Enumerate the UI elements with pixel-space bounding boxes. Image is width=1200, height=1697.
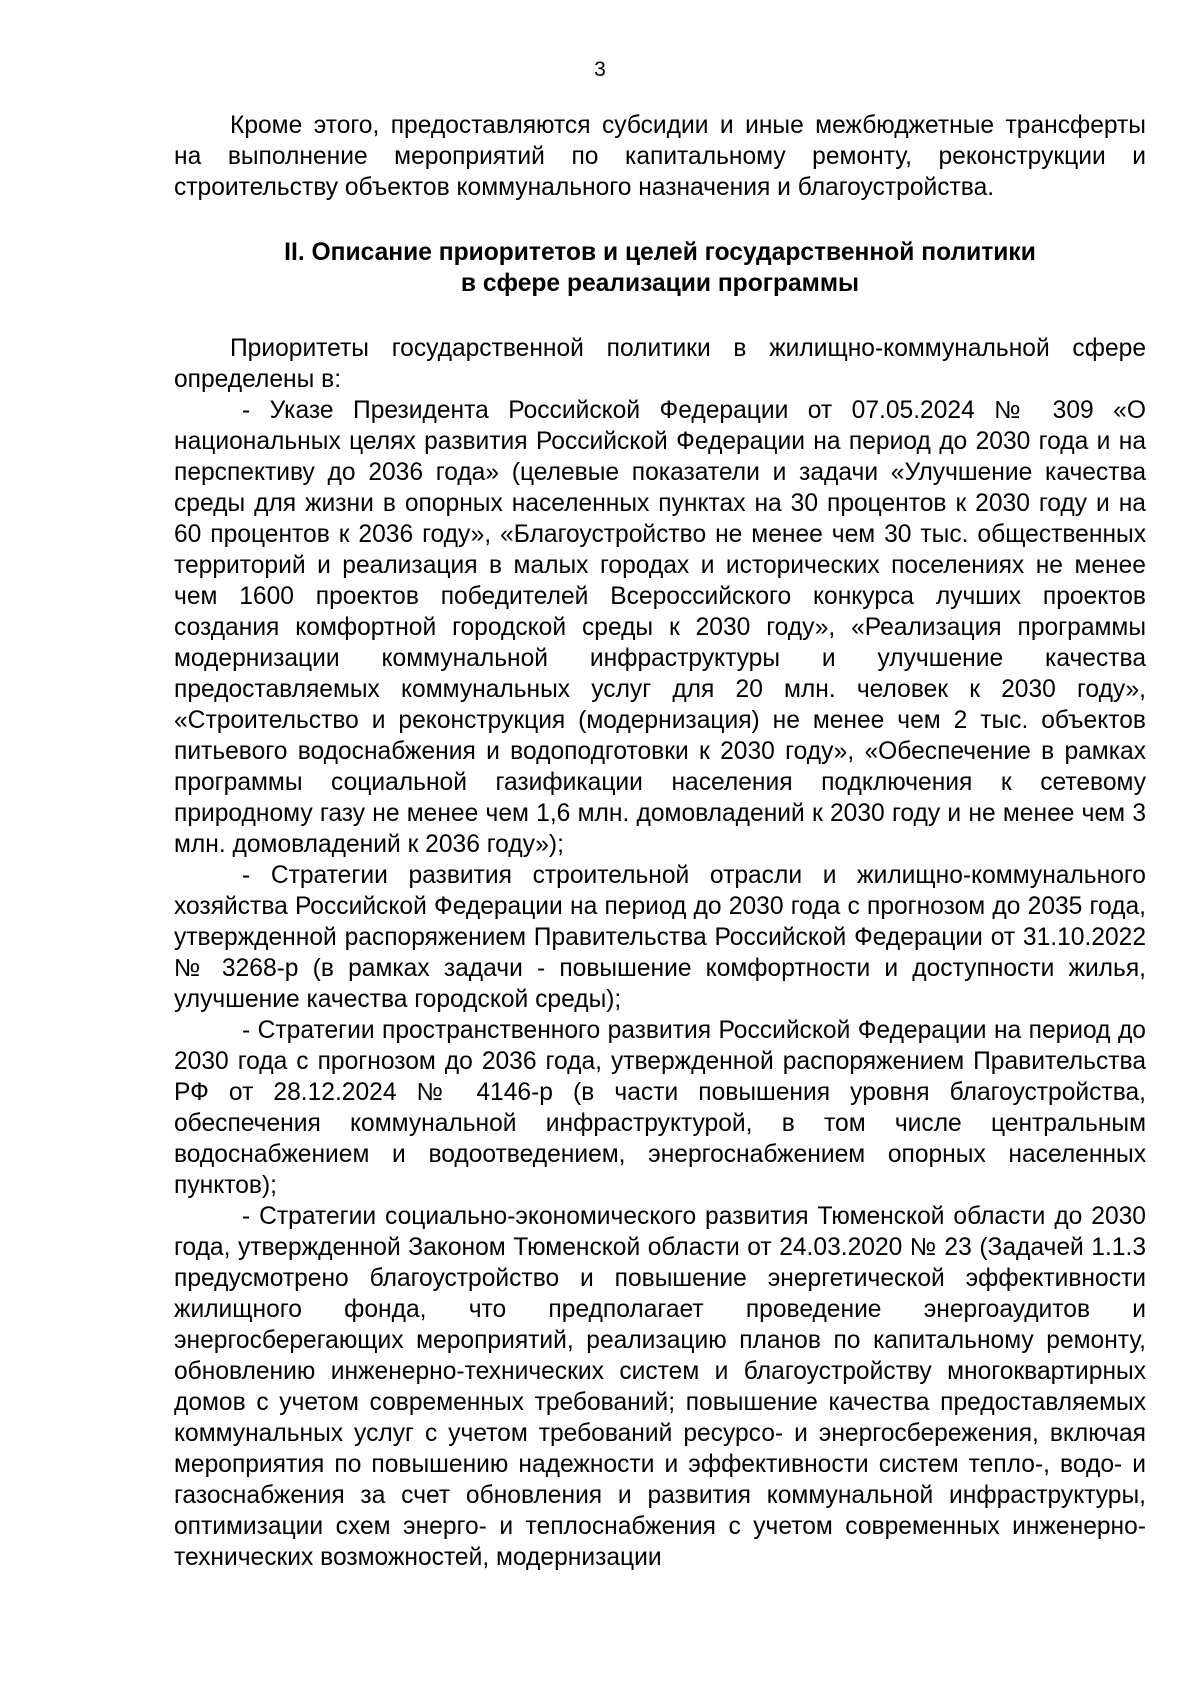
list-item-tyumen-strategy: - Стратегии социально-экономического развития Тюменской области до 2030 года, утвержденной Законом Тюменской области от 24.03.2020 № 23 (Задачей 1.1.3 предусмотрено благоустройство и повышение энергетической эффективности жилищного фонда, что предполагает проведение энергоаудитов и энергосберегающих мероприятий, реализацию планов по капитальному ремонту, обновлению инженерно-технических систем и благоустройству многоквартирных домов с учетом современных требований; повышение качества предоставляемых коммунальных услуг с учетом требований ресурсо- и энергосбережения, включая мероприятия по повышению надежности и эффективности систем тепло-, водо- и газоснабжения за счет обновления и развития коммунальной инфраструктуры, оптимизации схем энерго- и теплоснабжения с учетом современных инженерно-технических возможностей, модернизации [174,1203,1146,1571]
list-item-presidential-decree: - Указе Президента Российской Федерации от 07.05.2024 № 309 «О национальных целях развития Российской Федерации на период до 2030 года и на перспективу до 2036 года» (целевые показатели и задачи «Улучшение качества среды для жизни в опорных населенных пунктах на 30 процентов к 2030 году и на 60 процентов к 2036 году», «Благоустройство не менее чем 30 тыс. общественных территорий и реализация в малых городах и исторических поселениях не менее чем 1600 проектов победителей Всероссийского конкурса лучших проектов создания комфортной городской среды к 2030 году», «Реализация программы модернизации коммунальной инфраструктуры и улучшение качества предоставляемых коммунальных услуг для 20 млн. человек к 2030 году», «Строительство и реконструкция (модернизация) не менее чем 2 тыс. объектов питьевого водоснабжения и водоподготовки к 2030 году», «Обеспечение в рамках программы социальной газификации населения подключения к сетевому природному газу не менее чем 1,6 млн. домовладений к 2030 году и не менее чем 3 млн. домовладений к 2036 году»); [174,397,1146,858]
document-body [174,110,1146,1573]
section-heading [174,237,1146,299]
section-heading-line-2: в сфере реализации программы [460,270,860,297]
page-number: 3 [594,58,606,81]
list-item-spatial-strategy: - Стратегии пространственного развития Российской Федерации на период до 2030 года с прогнозом до 2036 года, утвержденной распоряжением Правительства РФ от 28.12.2024 № 4146-р (в части повышения уровня благоустройства, обеспечения коммунальной инфраструктурой, в том числе центральным водоснабжением и водоотведением, энергоснабжением опорных населенных пунктов); [174,1017,1146,1199]
intro-paragraph: Кроме этого, предоставляются субсидии и иные межбюджетные трансферты на выполнение мероприятий по капитальному ремонту, реконструкции и строительству объектов коммунального назначения и благоустройства. [174,112,1146,201]
priorities-intro-paragraph: Приоритеты государственной политики в жилищно-коммунальной сфере определены в: [174,335,1146,393]
list-item-construction-strategy: - Стратегии развития строительной отрасли и жилищно-коммунального хозяйства Российской Федерации на период до 2030 года с прогнозом до 2035 года, утвержденной распоряжением Правительства Российской Федерации от 31.10.2022 № 3268-р (в рамках задачи - повышение комфортности и доступности жилья, улучшение качества городской среды); [174,862,1146,1013]
section-heading-line-1: II. Описание приоритетов и целей государственной политики [284,239,1036,266]
